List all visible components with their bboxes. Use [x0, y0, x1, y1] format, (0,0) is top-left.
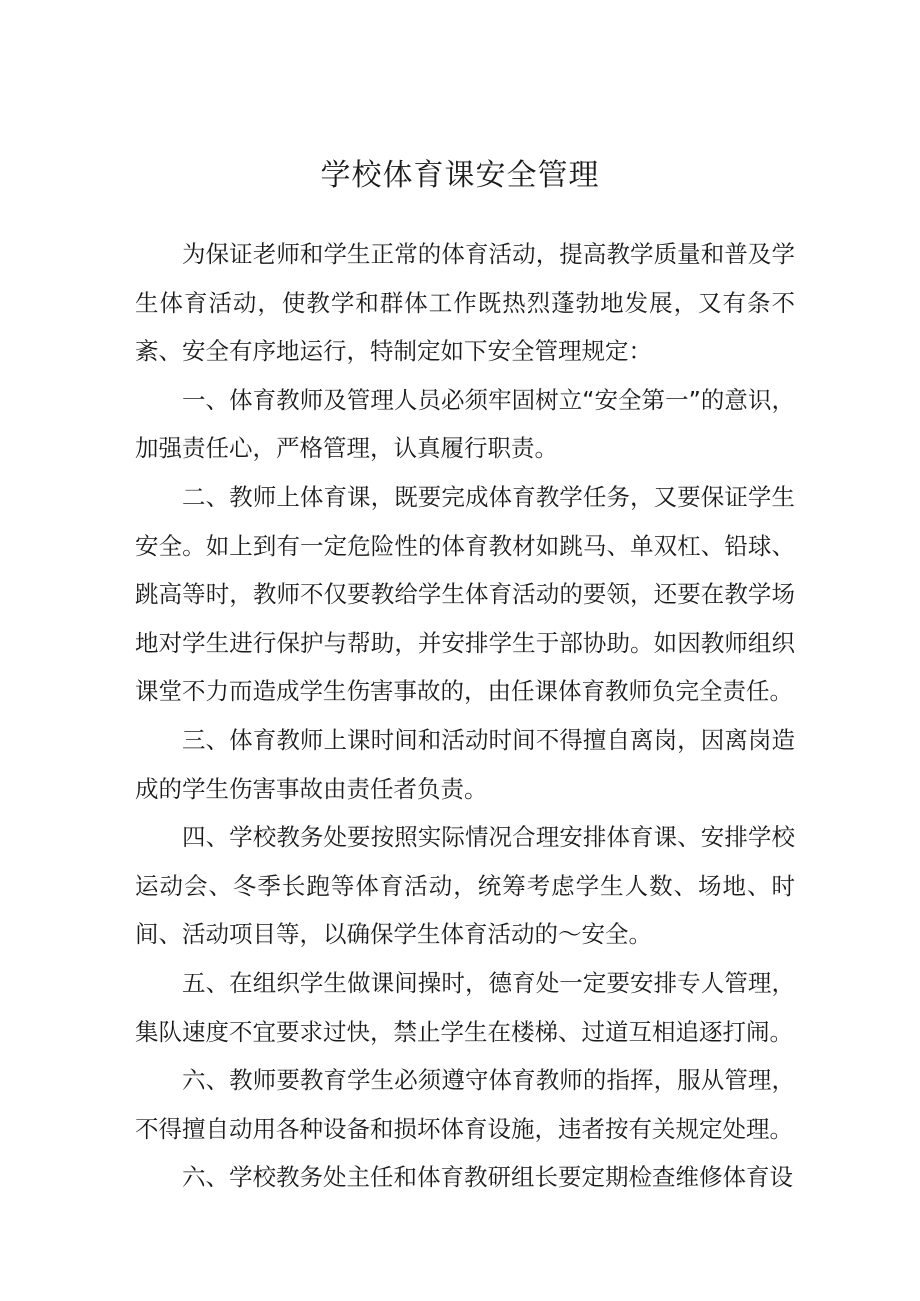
paragraph-rule-2: 二、教师上体育课，既要完成体育教学任务，又要保证学生安全。如上到有一定危险性的体育教材如跳马、单双杠、铅球、跳高等时，教师不仅要教给学生体育活动的要领，还要在教学场地对学生进行保护与帮助，并安排学生于部协助。如因教师组织课堂不力而造成学生伤害事故的，由任课体育教师负完全责任。 [135, 482, 795, 706]
paragraph-rule-1: 一、体育教师及管理人员必须牢固树立“安全第一”的意识，加强责任心，严格管理，认真履行职责。 [135, 385, 795, 463]
document-body [135, 230, 795, 1202]
paragraph-rule-6: 六、教师要教育学生必须遵守体育教师的指挥，服从管理，不得擅自动用各种设备和损坏体育设施，违者按有关规定处理。 [135, 1066, 795, 1143]
document-title: 学校体育课安全管理 [320, 158, 600, 193]
paragraph-intro: 为保证老师和学生正常的体育活动，提高教学质量和普及学生体育活动，使教学和群体工作既热烈蓬勃地发展，又有条不紊、安全有序地运行，特制定如下安全管理规定： [135, 240, 795, 366]
paragraph-rule-5: 五、在组织学生做课间操时，德育处一定要安排专人管理，集队速度不宜要求过快，禁止学生在楼梯、过道互相追逐打闹。 [135, 968, 795, 1046]
paragraph-rule-3: 三、体育教师上课时间和活动时间不得擅自离岗，因离岗造成的学生伤害事故由责任者负责。 [135, 725, 795, 803]
paragraph-rule-6b: 六、学校教务处主任和体育教研组长要定期检查维修体育设 [182, 1163, 793, 1192]
paragraph-rule-4: 四、学校教务处要按照实际情况合理安排体育课、安排学校运动会、冬季长跑等体育活动，统筹考虑学生人数、场地、时间、活动项目等，以确保学生体育活动的〜安全。 [135, 823, 795, 949]
